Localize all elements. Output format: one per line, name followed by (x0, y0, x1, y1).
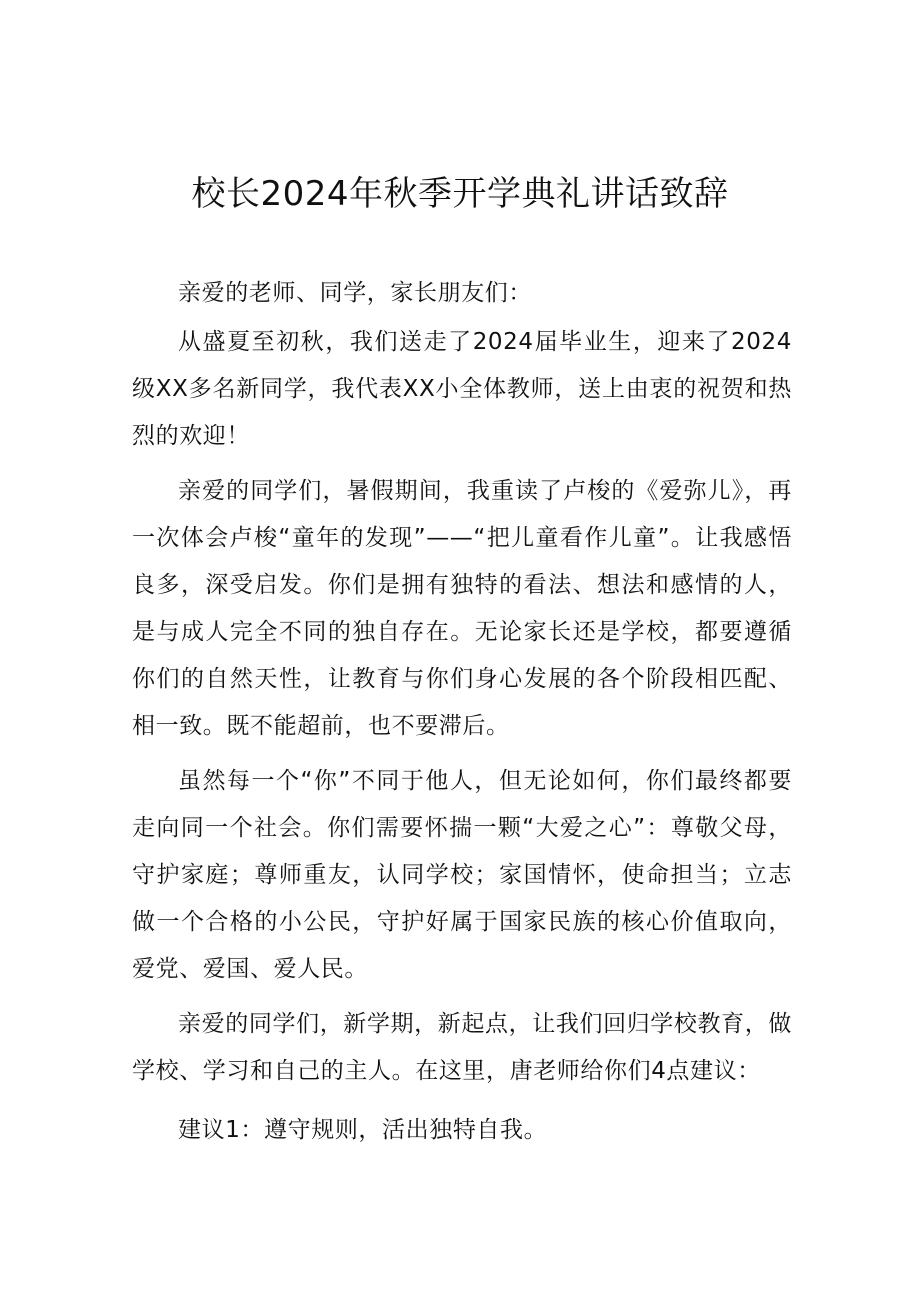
document-title: 校长2024年秋季开学典礼讲话致辞 (191, 174, 729, 214)
new-semester-paragraph: 亲爱的同学们，新学期，新起点，让我们回归学校教育，做学校、学习和自己的主人。在这里，唐老师给你们4点建议： (132, 1011, 792, 1084)
emile-reflection-paragraph: 亲爱的同学们，暑假期间，我重读了卢梭的《爱弥儿》，再一次体会卢梭“童年的发现”——“把儿童看作儿童”。让我感悟良多，深受启发。你们是拥有独特的看法、想法和感情的人，是与成人完全不同的独自存在。无论家长还是学校，都要遵循你们的自然天性，让教育与你们身心发展的各个阶段相匹配、相一致。既不能超前，也不要滞后。 (132, 478, 792, 739)
document-body (132, 270, 792, 1162)
salutation-paragraph: 亲爱的老师、同学，家长朋友们： (178, 280, 532, 306)
great-love-paragraph: 虽然每一个“你”不同于他人，但无论如何，你们最终都要走向同一个社会。你们需要怀揣一颗“大爱之心”：尊敬父母，守护家庭；尊师重友，认同学校；家国情怀，使命担当；立志做一个合格的小公民，守护好属于国家民族的核心价值取向，爱党、爱国、爱人民。 (132, 768, 792, 982)
welcome-paragraph: 从盛夏至初秋，我们送走了2024届毕业生，迎来了2024级XX多名新同学，我代表XX小全体教师，送上由衷的祝贺和热烈的欢迎！ (132, 329, 792, 449)
suggestion-one-paragraph: 建议1：遵守规则，活出独特自我。 (178, 1117, 548, 1143)
